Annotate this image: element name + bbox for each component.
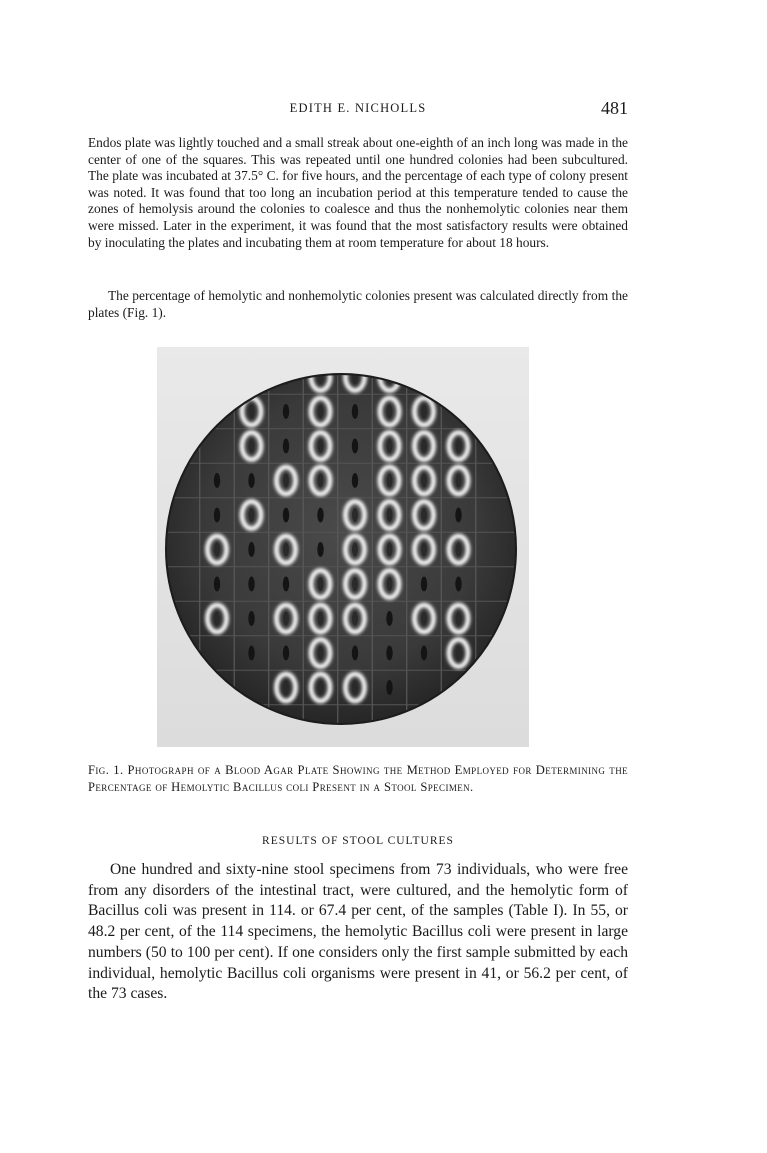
nonhemolytic-colony [248, 542, 254, 557]
nonhemolytic-colony [248, 646, 254, 661]
hemolytic-colony-center [283, 543, 289, 557]
hemolytic-colony-center [352, 577, 358, 591]
hemolytic-colony-center [387, 508, 393, 522]
nonhemolytic-colony [352, 439, 358, 454]
hemolytic-colony-center [352, 543, 358, 557]
running-head [88, 98, 628, 118]
nonhemolytic-colony [283, 508, 289, 523]
hemolytic-colony-center [456, 646, 462, 660]
hemolytic-colony-center [318, 370, 324, 384]
hemolytic-colony-center [456, 543, 462, 557]
hemolytic-colony-center [318, 612, 324, 626]
hemolytic-colony-center [249, 439, 255, 453]
nonhemolytic-colony [455, 508, 461, 523]
hemolytic-colony-center [352, 681, 358, 695]
hemolytic-colony-center [421, 612, 427, 626]
nonhemolytic-colony [283, 404, 289, 419]
figure-1-photograph [157, 347, 529, 747]
hemolytic-colony-center [283, 612, 289, 626]
hemolytic-colony-center [421, 405, 427, 419]
nonhemolytic-colony [214, 577, 220, 592]
nonhemolytic-colony [283, 577, 289, 592]
hemolytic-colony-center [283, 681, 289, 695]
hemolytic-colony-center [318, 405, 324, 419]
hemolytic-colony-center [456, 474, 462, 488]
nonhemolytic-colony [248, 577, 254, 592]
nonhemolytic-colony [386, 680, 392, 695]
nonhemolytic-colony [455, 577, 461, 592]
hemolytic-colony-center [318, 646, 324, 660]
hemolytic-colony-center [387, 543, 393, 557]
nonhemolytic-colony [283, 646, 289, 661]
hemolytic-colony-center [387, 474, 393, 488]
hemolytic-colony-center [421, 474, 427, 488]
hemolytic-colony-center [249, 508, 255, 522]
hemolytic-colony-center [318, 577, 324, 591]
hemolytic-colony-center [421, 508, 427, 522]
nonhemolytic-colony [386, 646, 392, 661]
hemolytic-colony-center [249, 405, 255, 419]
blood-agar-plate [157, 347, 529, 747]
hemolytic-colony-center [214, 612, 220, 626]
body-paragraph-1: Endos plate was lightly touched and a small streak about one-eighth of an inch long was made in the center of one of the squares. This was repeated until one hundred colonies had been subcultured. The plate was incubated at 37.5° C. for five hours, and the percentage of each type of colony present was noted. It was found that too long an incubation period at this temperature tended to cause the zones of hemolysis around the colonies to coalesce and thus the nonhemolytic colonies near them were missed. Later in the experiment, it was found that the most satisfactory results were obtained by inoculating the plates and incubating them at room temperature for about 18 hours. [88, 135, 628, 250]
nonhemolytic-colony [352, 404, 358, 419]
hemolytic-colony-center [283, 474, 289, 488]
results-paragraph: One hundred and sixty-nine stool specimens from 73 individuals, who were free from any disorders of the intestinal tract, were cultured, and the hemolytic form of Bacillus coli was present in 114. or 67.4 per cent, of the samples (Table I). In 55, or 48.2 per cent, of the 114 specimens, the hemolytic Bacillus coli were present in large numbers (50 to 100 per cent). If one considers only the first sample submitted by each individual, hemolytic Bacillus coli organisms were present in 41, or 56.2 per cent, of the 73 cases. [88, 861, 628, 1003]
nonhemolytic-colony [214, 508, 220, 523]
hemolytic-colony-center [387, 577, 393, 591]
body-paragraph-2: The percentage of hemolytic and nonhemolytic colonies present was calculated directly from the plates (Fig. 1). [88, 288, 628, 320]
nonhemolytic-colony [421, 577, 427, 592]
hemolytic-colony-center [456, 612, 462, 626]
figure-caption: Fig. 1. Photograph of a Blood Agar Plate Showing the Method Employed for Determining the Percentage of Hemolytic Bacillus coli Present in a Stool Specimen. [88, 763, 628, 794]
nonhemolytic-colony [317, 508, 323, 523]
running-head-author: EDITH E. NICHOLLS [289, 101, 427, 115]
hemolytic-colony-center [352, 370, 358, 384]
hemolytic-colony-center [421, 439, 427, 453]
nonhemolytic-colony [421, 646, 427, 661]
nonhemolytic-colony [248, 611, 254, 626]
hemolytic-colony-center [352, 508, 358, 522]
nonhemolytic-colony [386, 611, 392, 626]
hemolytic-colony-center [214, 543, 220, 557]
nonhemolytic-colony [352, 473, 358, 488]
hemolytic-colony-center [387, 405, 393, 419]
nonhemolytic-colony [214, 473, 220, 488]
hemolytic-colony-center [318, 681, 324, 695]
nonhemolytic-colony [352, 646, 358, 661]
page-number: 481 [601, 98, 628, 118]
nonhemolytic-colony [317, 542, 323, 557]
hemolytic-colony-center [421, 543, 427, 557]
nonhemolytic-colony [248, 473, 254, 488]
section-heading: RESULTS OF STOOL CULTURES [262, 835, 454, 847]
hemolytic-colony-center [456, 439, 462, 453]
hemolytic-colony-center [352, 612, 358, 626]
hemolytic-colony-center [318, 474, 324, 488]
nonhemolytic-colony [283, 439, 289, 454]
hemolytic-colony-center [318, 439, 324, 453]
hemolytic-colony-center [387, 439, 393, 453]
